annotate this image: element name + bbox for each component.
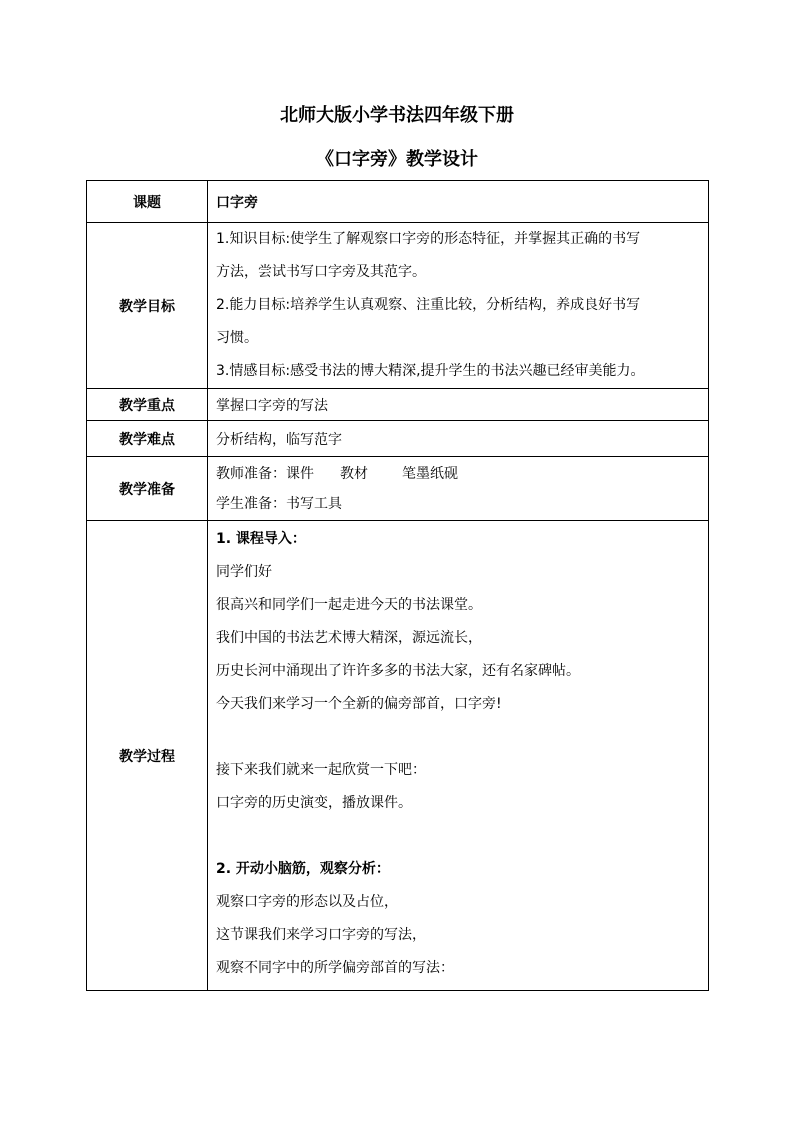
table-row-goals: [87, 223, 709, 389]
process-section-1-title: 1. 课程导入：: [216, 531, 306, 547]
process-line: 我们中国的书法艺术博大精深，源远流长，: [216, 630, 482, 646]
teacher-prep-item-1: 教师准备：课件: [216, 465, 314, 482]
process-line: 观察不同字中的所学偏旁部首的写法：: [216, 960, 454, 976]
topic-label: 课题: [87, 181, 208, 223]
table-row-key-points: [87, 389, 709, 421]
process-line: 观察口字旁的形态以及占位，: [216, 894, 398, 910]
difficulties-label: 教学难点: [87, 421, 208, 457]
goals-value: [208, 223, 709, 389]
process-line: 口字旁的历史演变，播放课件。: [216, 795, 412, 811]
table-row-difficulties: [87, 421, 709, 457]
topic-value: [208, 181, 709, 223]
key-points-value: 掌握口字旁的写法: [208, 389, 709, 421]
student-preparation: 学生准备：书写工具: [216, 495, 342, 512]
blank-line: [216, 820, 700, 853]
document-title: 北师大版小学书法四年级下册: [280, 105, 514, 126]
preparation-value: [208, 457, 709, 521]
process-line: 很高兴和同学们一起走进今天的书法课堂。: [216, 597, 482, 613]
goal-line: 方法，尝试书写口字旁及其范字。: [216, 264, 426, 280]
goal-line: 3.情感目标:感受书法的博大精深,提升学生的书法兴趣已经审美能力。: [216, 363, 645, 379]
preparation-label: 教学准备: [87, 457, 208, 521]
teacher-prep-item-2: 教材: [340, 465, 368, 482]
goals-label: 教学目标: [87, 223, 208, 389]
document-subtitle: 《口字旁》教学设计: [316, 149, 478, 170]
process-value: [208, 521, 709, 991]
process-line: 历史长河中涌现出了许许多多的书法大家，还有名家碑帖。: [216, 663, 580, 679]
goal-line: 2.能力目标:培养学生认真观察、注重比较，分析结构，养成良好书写: [216, 297, 641, 313]
topic-text: 口字旁: [216, 194, 258, 211]
goal-line: 习惯。: [216, 330, 258, 346]
process-line: 今天我们来学习一个全新的偏旁部首，口字旁!: [216, 696, 502, 712]
teacher-prep-item-3: 笔墨纸砚: [402, 465, 458, 482]
key-points-label: 教学重点: [87, 389, 208, 421]
process-section-2-title: 2. 开动小脑筋，观察分析：: [216, 861, 390, 877]
process-label: 教学过程: [87, 521, 208, 991]
process-line: 这节课我们来学习口字旁的写法，: [216, 927, 426, 943]
process-line: 接下来我们就来一起欣赏一下吧：: [216, 762, 426, 778]
table-row-preparation: [87, 457, 709, 521]
table-row-process: [87, 521, 709, 991]
teacher-preparation: [216, 459, 700, 489]
difficulties-value: 分析结构，临写范字: [208, 421, 709, 457]
goal-line: 1.知识目标:使学生了解观察口字旁的形态特征，并掌握其正确的书写: [216, 231, 641, 247]
lesson-plan-table: [86, 180, 709, 991]
process-line: 同学们好: [216, 564, 272, 580]
table-row-topic: [87, 181, 709, 223]
blank-line: [216, 721, 700, 754]
